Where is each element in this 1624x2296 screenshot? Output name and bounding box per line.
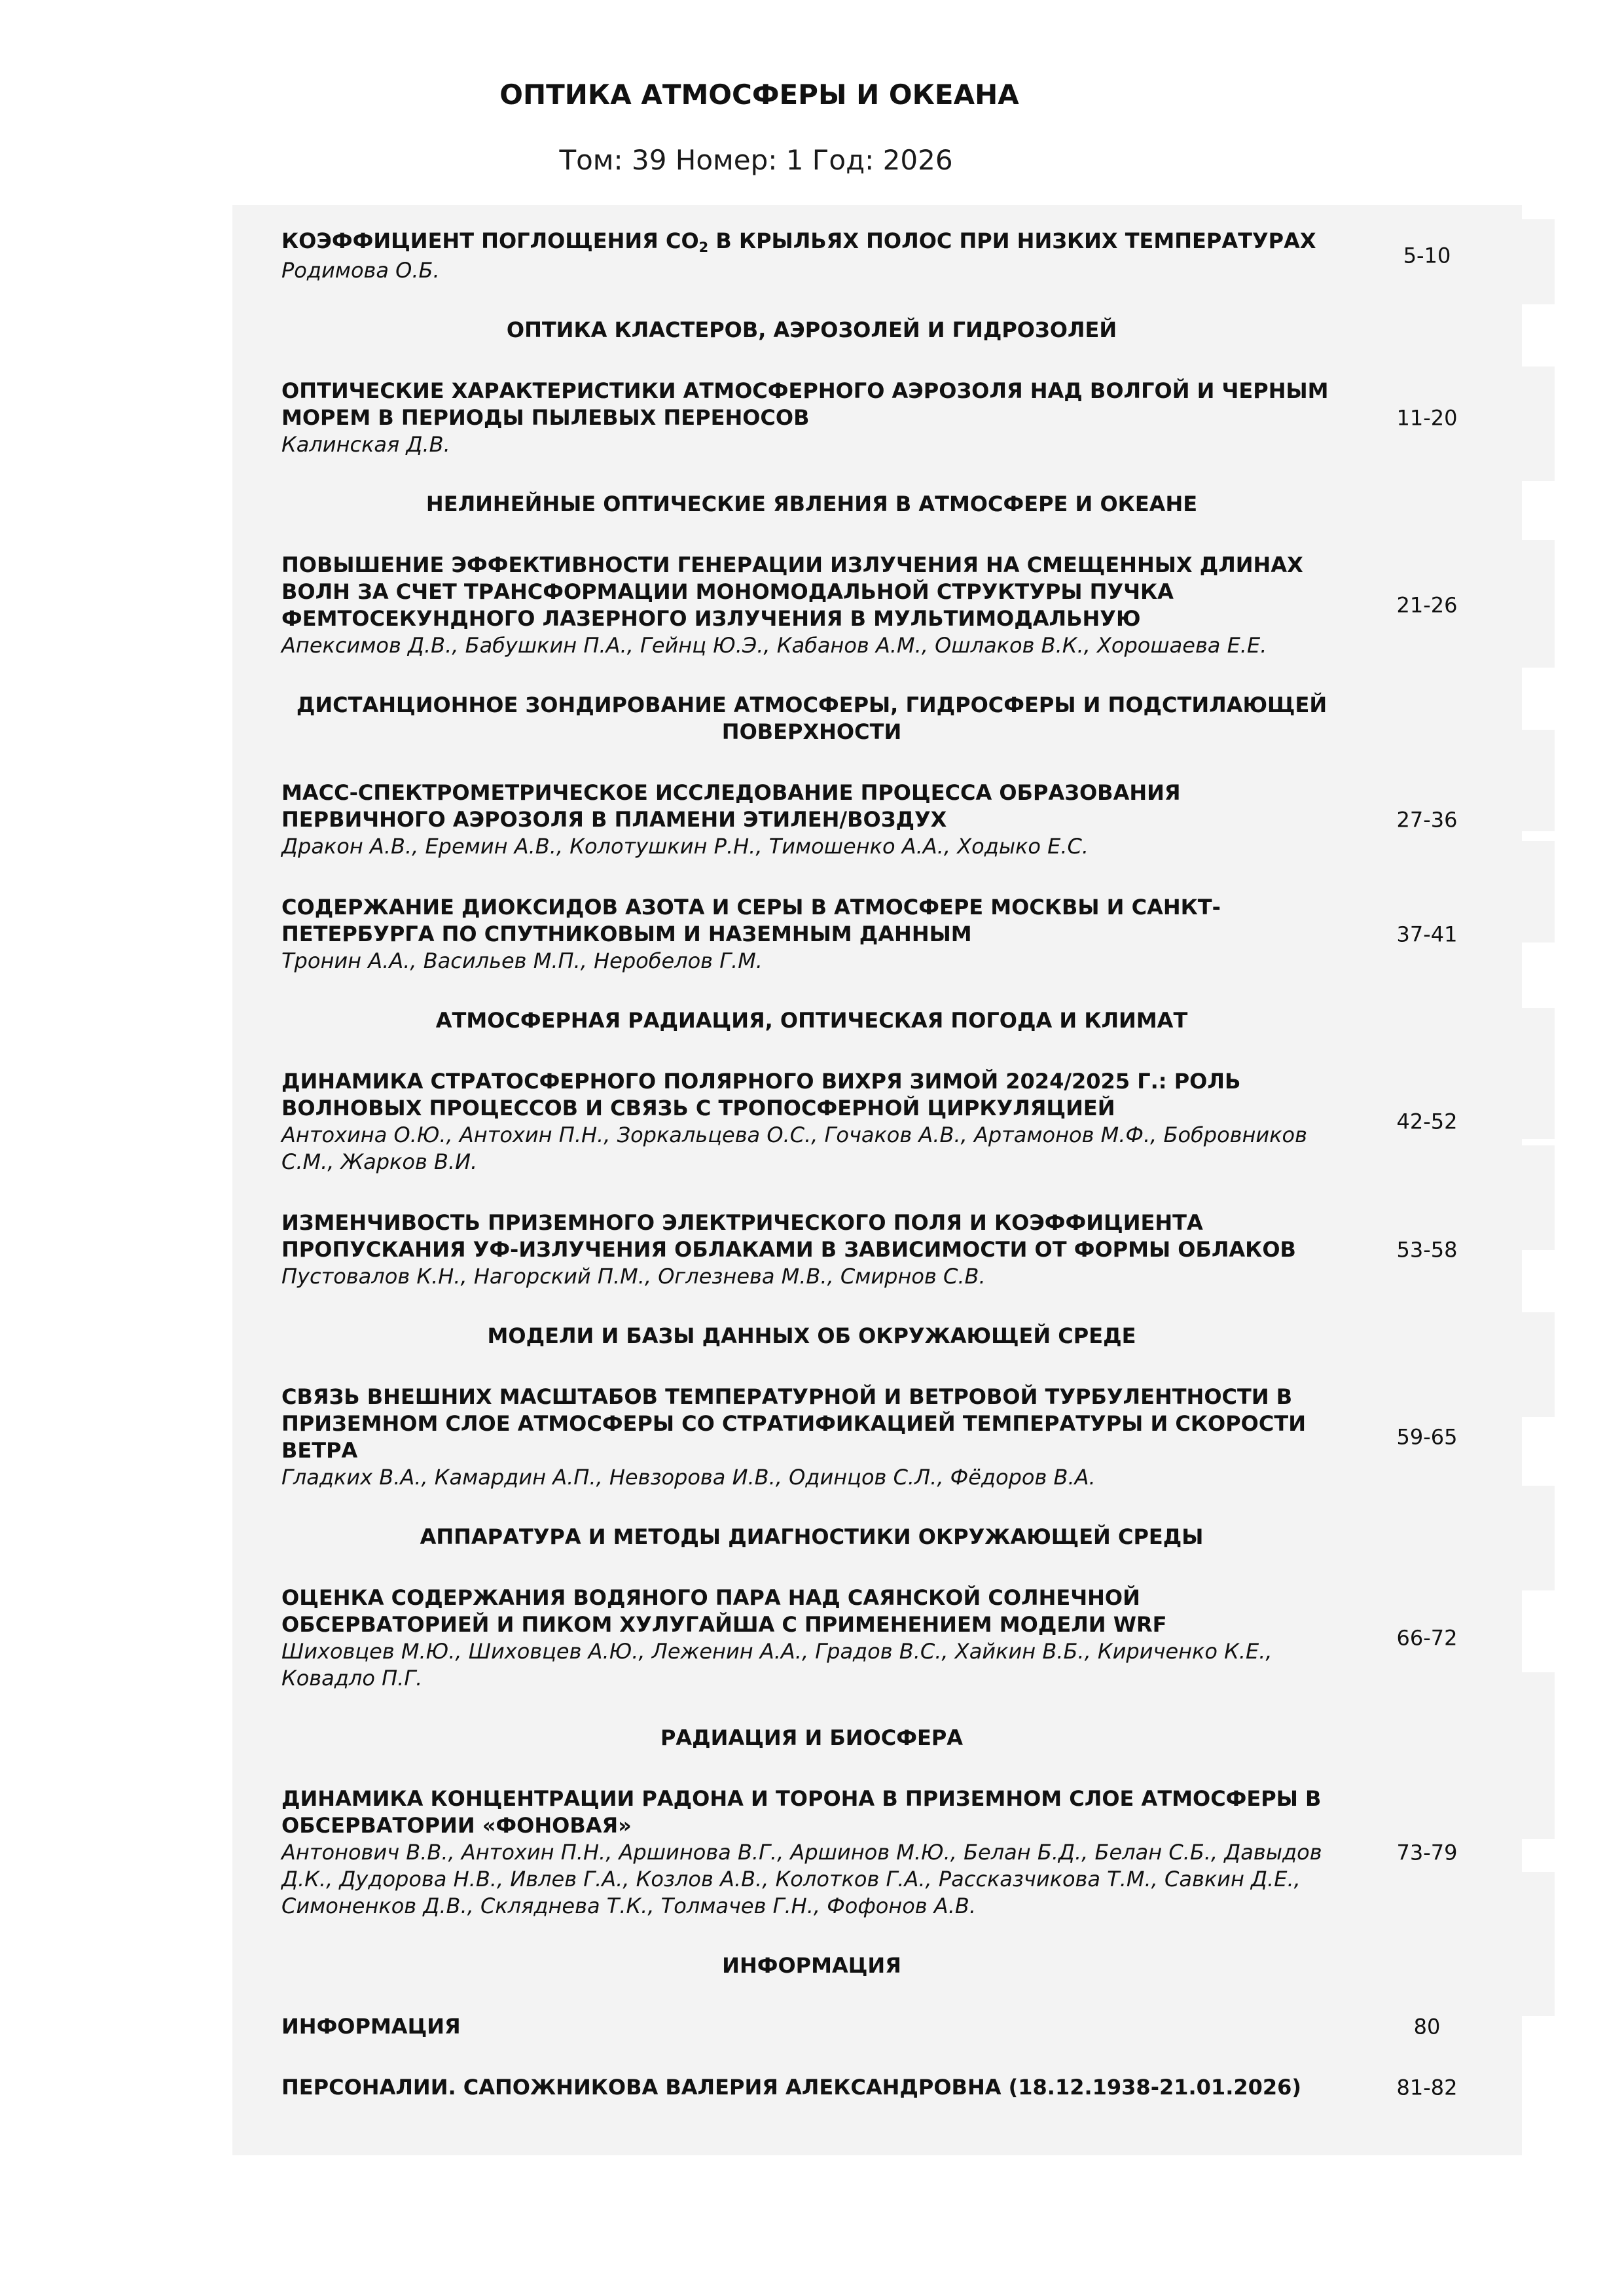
table-of-contents	[281, 228, 1512, 2101]
issue-info: Том: 39 Номер: 1 Год: 2026	[559, 144, 953, 176]
article-title[interactable]: ПЕРСОНАЛИИ. САПОЖНИКОВА ВАЛЕРИЯ АЛЕКСАНДРОВНА (18.12.1938-21.01.2026)	[281, 2075, 1302, 2100]
toc-entry[interactable]	[281, 1210, 1512, 1290]
article-title[interactable]: КОЭФФИЦИЕНТ ПОГЛОЩЕНИЯ CO2 В КРЫЛЬЯХ ПОЛОС ПРИ НИЗКИХ ТЕМПЕРАТУРАХ	[281, 228, 1316, 255]
article-authors: Апексимов Д.В., Бабушкин П.А., Гейнц Ю.Э., Кабанов А.М., Ошлаков В.К., Хорошаева Е.Е.	[281, 633, 1267, 658]
panel-edge-strip	[1522, 219, 1555, 304]
article-authors: Шиховцев М.Ю., Шиховцев А.Ю., Леженин А.А., Градов В.С., Хайкин В.Б., Кириченко К.Е., Ковадло П.Г.	[281, 1639, 1272, 1691]
panel-edge-strip	[1522, 1312, 1555, 1417]
panel-edge-strip	[1522, 1672, 1555, 1839]
toc-entry[interactable]	[281, 1068, 1512, 1175]
article-title[interactable]: ДИНАМИКА КОНЦЕНТРАЦИИ РАДОНА И ТОРОНА В ПРИЗЕМНОМ СЛОЕ АТМОСФЕРЫ В ОБСЕРВАТОРИИ «ФОНОВАЯ»	[281, 1786, 1322, 1838]
page-range: 53-58	[1396, 1237, 1458, 1262]
toc-entry[interactable]	[281, 780, 1512, 860]
toc-entry[interactable]	[281, 1585, 1512, 1692]
section-heading: АППАРАТУРА И МЕТОДЫ ДИАГНОСТИКИ ОКРУЖАЮЩЕЙ СРЕДЫ	[420, 1524, 1204, 1549]
article-title[interactable]: ОПТИЧЕСКИЕ ХАРАКТЕРИСТИКИ АТМОСФЕРНОГО АЭРОЗОЛЯ НАД ВОЛГОЙ И ЧЕРНЫМ МОРЕМ В ПЕРИОДЫ ПЫЛЕВЫХ ПЕРЕНОСОВ	[281, 378, 1329, 430]
article-title[interactable]: ИНФОРМАЦИЯ	[281, 2014, 461, 2039]
page-range: 66-72	[1396, 1625, 1458, 1651]
section-heading: ДИСТАНЦИОННОЕ ЗОНДИРОВАНИЕ АТМОСФЕРЫ, ГИДРОСФЕРЫ И ПОДСТИЛАЮЩЕЙ ПОВЕРХНОСТИ	[296, 692, 1327, 744]
article-title[interactable]: ДИНАМИКА СТРАТОСФЕРНОГО ПОЛЯРНОГО ВИХРЯ ЗИМОЙ 2024/2025 Г.: РОЛЬ ВОЛНОВЫХ ПРОЦЕССОВ И СВЯЗЬ С ТРОПОСФЕРНОЙ ЦИРКУЛЯЦИЕЙ	[281, 1069, 1241, 1121]
toc-entry[interactable]	[281, 2013, 1512, 2040]
article-title[interactable]: ИЗМЕНЧИВОСТЬ ПРИЗЕМНОГО ЭЛЕКТРИЧЕСКОГО ПОЛЯ И КОЭФФИЦИЕНТА ПРОПУСКАНИЯ УФ-ИЗЛУЧЕНИЯ ОБЛАКАМИ В ЗАВИСИМОСТИ ОТ ФОРМЫ ОБЛАКОВ	[281, 1210, 1296, 1262]
page-range: 27-36	[1396, 807, 1458, 832]
article-authors: Пустовалов К.Н., Нагорский П.М., Оглезнева М.В., Смирнов С.В.	[281, 1264, 986, 1289]
panel-edge-strip	[1522, 367, 1555, 481]
section-heading: ОПТИКА КЛАСТЕРОВ, АЭРОЗОЛЕЙ И ГИДРОЗОЛЕЙ	[506, 317, 1117, 342]
panel-edge-strip	[1522, 1008, 1555, 1139]
page-range: 37-41	[1396, 922, 1458, 946]
page-range: 21-26	[1396, 592, 1458, 618]
panel-edge-strip	[1522, 730, 1555, 831]
section-heading: АТМОСФЕРНАЯ РАДИАЦИЯ, ОПТИЧЕСКАЯ ПОГОДА И КЛИМАТ	[435, 1008, 1188, 1033]
panel-edge-strip	[1522, 841, 1555, 942]
article-title[interactable]: СОДЕРЖАНИЕ ДИОКСИДОВ АЗОТА И СЕРЫ В АТМОСФЕРЕ МОСКВЫ И САНКТ-ПЕТЕРБУРГА ПО СПУТНИКОВЫМ И НАЗЕМНЫМ ДАННЫМ	[281, 895, 1221, 946]
panel-edge-strip	[1522, 540, 1555, 668]
journal-title: ОПТИКА АТМОСФЕРЫ И ОКЕАНА	[499, 79, 1019, 111]
toc-entry[interactable]	[281, 378, 1512, 458]
article-title[interactable]: МАСС-СПЕКТРОМЕТРИЧЕСКОЕ ИССЛЕДОВАНИЕ ПРОЦЕССА ОБРАЗОВАНИЯ ПЕРВИЧНОГО АЭРОЗОЛЯ В ПЛАМЕНИ ЭТИЛЕН/ВОЗДУХ	[281, 780, 1181, 832]
panel-edge-strip	[1522, 1486, 1555, 1590]
article-authors: Гладких В.А., Камардин А.П., Невзорова И.В., Одинцов С.Л., Фёдоров В.А.	[281, 1465, 1096, 1490]
page-range: 42-52	[1396, 1109, 1458, 1134]
toc-entry[interactable]	[281, 894, 1512, 975]
panel-edge-strip	[1522, 1872, 1555, 2016]
article-authors: Антохина О.Ю., Антохин П.Н., Зоркальцева О.С., Гочаков А.В., Артамонов М.Ф., Бобровников С.М., Жарков В.И.	[281, 1122, 1307, 1174]
toc-entry[interactable]	[281, 228, 1512, 284]
section-heading: МОДЕЛИ И БАЗЫ ДАННЫХ ОБ ОКРУЖАЮЩЕЙ СРЕДЕ	[487, 1323, 1136, 1348]
article-authors: Дракон А.В., Еремин А.В., Колотушкин Р.Н., Тимошенко А.А., Ходыко Е.С.	[281, 834, 1089, 859]
page-range: 59-65	[1396, 1424, 1458, 1450]
article-authors: Антонович В.В., Антохин П.Н., Аршинова В.Г., Аршинов М.Ю., Белан Б.Д., Белан С.Б., Давыдов Д.К., Дудорова Н.В., Ивлев Г.А., Козлов А.В., Колотков Г.А., Рассказчикова Т.М., Савкин Д.Е., Симоненков Д.В., Скляднева Т.К., Толмачев Г.Н., Фофонов А.В.	[281, 1840, 1322, 1918]
article-title[interactable]: ОЦЕНКА СОДЕРЖАНИЯ ВОДЯНОГО ПАРА НАД САЯНСКОЙ СОЛНЕЧНОЙ ОБСЕРВАТОРИЕЙ И ПИКОМ ХУЛУГАЙША С ПРИМЕНЕНИЕМ МОДЕЛИ WRF	[281, 1585, 1167, 1637]
article-authors: Родимова О.Б.	[281, 258, 440, 283]
page-range: 73-79	[1396, 1840, 1458, 1865]
article-authors: Тронин А.А., Васильев М.П., Неробелов Г.М.	[281, 948, 763, 973]
section-heading: ИНФОРМАЦИЯ	[722, 1953, 901, 1978]
page-range: 80	[1413, 2014, 1441, 2039]
section-heading: НЕЛИНЕЙНЫЕ ОПТИЧЕСКИЕ ЯВЛЕНИЯ В АТМОСФЕРЕ И ОКЕАНЕ	[425, 492, 1198, 516]
panel-edge-strip	[1522, 1145, 1555, 1250]
toc-entry[interactable]	[281, 2074, 1512, 2101]
article-title[interactable]: ПОВЫШЕНИЕ ЭФФЕКТИВНОСТИ ГЕНЕРАЦИИ ИЗЛУЧЕНИЯ НА СМЕЩЕННЫХ ДЛИНАХ ВОЛН ЗА СЧЕТ ТРАНСФОРМАЦИИ МОНОМОДАЛЬНОЙ СТРУКТУРЫ ПУЧКА ФЕМТОСЕКУНДНОГО ЛАЗЕРНОГО ИЗЛУЧЕНИЯ В МУЛЬТИМОДАЛЬНУЮ	[281, 552, 1303, 631]
toc-entry[interactable]	[281, 1785, 1512, 1920]
article-title[interactable]: СВЯЗЬ ВНЕШНИХ МАСШТАБОВ ТЕМПЕРАТУРНОЙ И ВЕТРОВОЙ ТУРБУЛЕНТНОСТИ В ПРИЗЕМНОМ СЛОЕ АТМОСФЕРЫ СО СТРАТИФИКАЦИЕЙ ТЕМПЕРАТУРЫ И СКОРОСТИ ВЕТРА	[281, 1384, 1306, 1463]
article-authors: Калинская Д.В.	[281, 432, 450, 457]
toc-entry[interactable]	[281, 552, 1512, 659]
toc-entry[interactable]	[281, 1384, 1512, 1491]
page-range: 11-20	[1396, 405, 1458, 430]
section-heading: РАДИАЦИЯ И БИОСФЕРА	[660, 1725, 964, 1750]
page-range: 5-10	[1403, 243, 1451, 268]
page-range: 81-82	[1396, 2075, 1458, 2100]
